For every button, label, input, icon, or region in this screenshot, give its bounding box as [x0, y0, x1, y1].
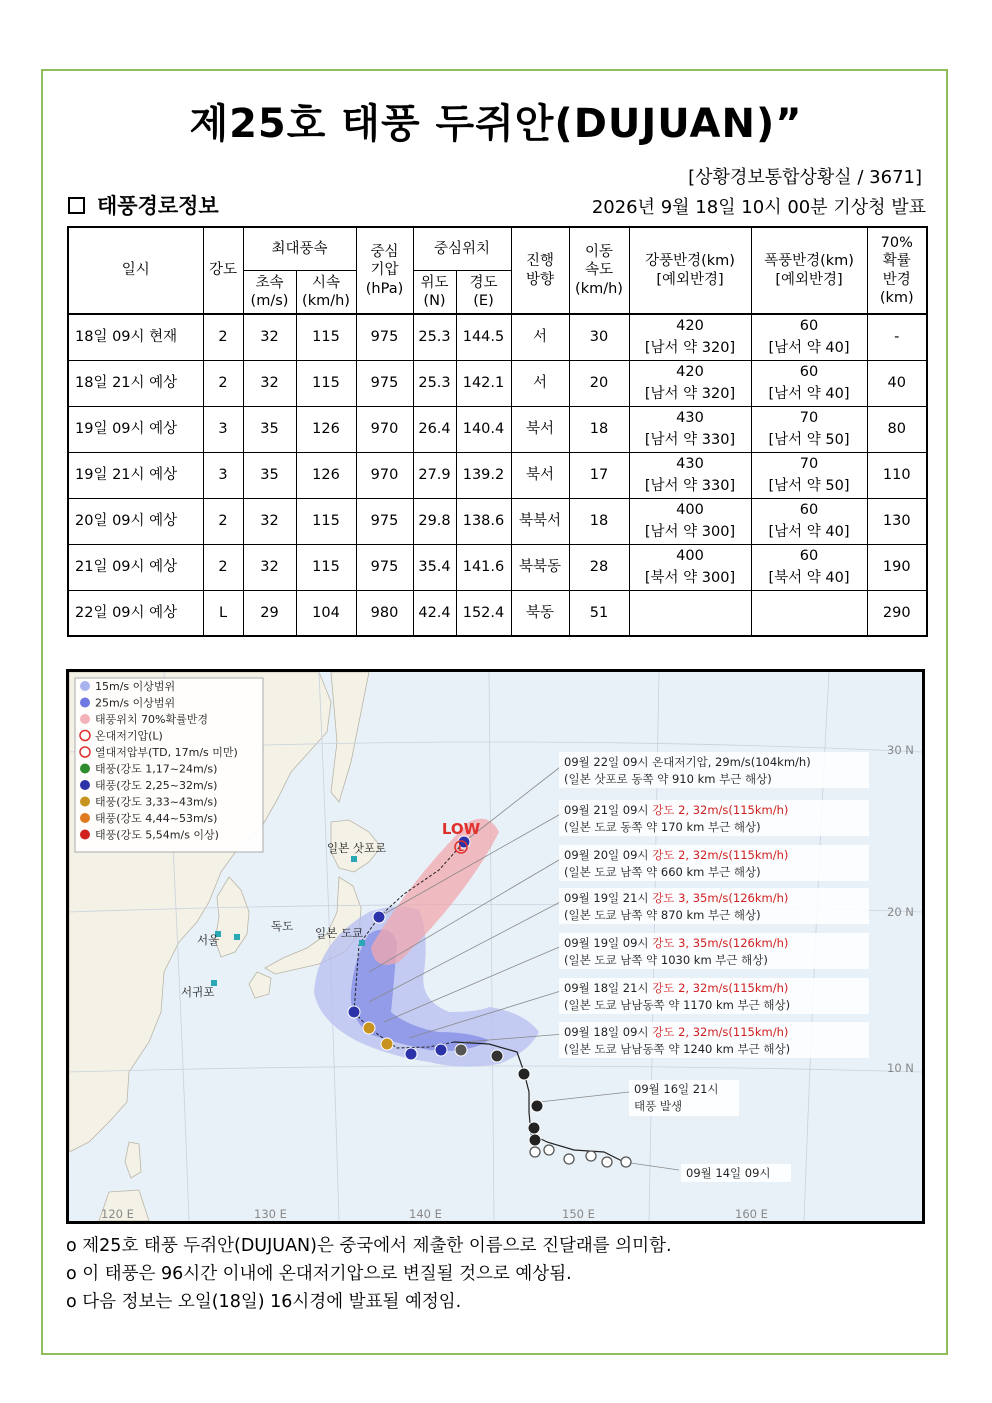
- notes: [66, 1232, 672, 1316]
- wind-ms-cell: 35: [243, 452, 296, 498]
- pressure-cell: 970: [356, 452, 413, 498]
- storm-radius-exception: [남서 약 50]: [768, 478, 850, 495]
- wind-ms-cell: 35: [243, 406, 296, 452]
- genesis-line-1: 09월 16일 21시: [634, 1082, 719, 1096]
- section-heading: [68, 190, 219, 220]
- gale-radius-cell: [629, 406, 751, 452]
- header-time: 일시: [68, 227, 203, 314]
- speed-cell: 20: [569, 360, 629, 406]
- legend-swatch-icon: [80, 780, 90, 790]
- legend-item-label: 태풍(강도 4,44~53m/s): [95, 812, 218, 825]
- wind-kmh-cell: 104: [296, 590, 356, 636]
- gale-radius-value: 430: [676, 409, 704, 426]
- legend-item-label: 태풍(강도 1,17~24m/s): [95, 762, 218, 776]
- lon-cell: 138.6: [456, 498, 511, 544]
- place-sapporo: 일본 삿포로: [327, 841, 387, 855]
- legend-item-label: 25m/s 이상범위: [95, 696, 176, 710]
- lon-label-160: 160 E: [735, 1207, 768, 1221]
- typhoon-position-icon: [381, 1038, 393, 1050]
- speed-cell: 30: [569, 314, 629, 360]
- callout-time: 09월 21일 09시: [564, 803, 653, 817]
- direction-cell: 북서: [511, 452, 569, 498]
- legend-item-label: 열대저압부(TD, 17m/s 미만): [95, 746, 238, 759]
- header-lat-unit: (N): [423, 293, 446, 309]
- checkbox-icon: [68, 197, 85, 214]
- depression-position-icon: [564, 1154, 574, 1164]
- direction-cell: 북북동: [511, 544, 569, 590]
- wind-kmh-cell: 126: [296, 452, 356, 498]
- wind-ms-cell: 32: [243, 498, 296, 544]
- lat-cell: 42.4: [413, 590, 456, 636]
- header-direction-label: 진행방향: [525, 253, 554, 288]
- header-wind-ms-label: 초속: [255, 274, 284, 291]
- table-row: [68, 314, 927, 360]
- callout-intensity: 강도 3, 35m/s(126km/h): [652, 891, 789, 905]
- typhoon-position-icon: [529, 1134, 541, 1146]
- storm-radius-exception: [남서 약 50]: [768, 432, 850, 449]
- depression-position-icon: [586, 1151, 596, 1161]
- lat-label-10: 10 N: [887, 1061, 914, 1075]
- header-prob-unit: (km): [879, 289, 914, 306]
- header-speed-label: 이동속도: [584, 244, 613, 279]
- table-row: [68, 360, 927, 406]
- typhoon-position-icon: [528, 1122, 540, 1134]
- note-2: o 이 태풍은 96시간 이내에 온대저기압으로 변질될 것으로 예상됨.: [66, 1264, 572, 1284]
- callout-headline: [564, 891, 788, 905]
- prob-cell: -: [867, 314, 927, 360]
- lon-label-120: 120 E: [101, 1207, 134, 1221]
- legend-swatch-icon: [80, 681, 90, 691]
- gale-radius-exception: [남서 약 330]: [644, 478, 736, 495]
- lat-cell: 29.8: [413, 498, 456, 544]
- typhoon-position-icon: [435, 1044, 447, 1056]
- header-wind-ms: [243, 271, 296, 315]
- callout-location: (일본 도쿄 남쪽 약 870 km 부근 해상): [564, 908, 761, 922]
- header-gale: [629, 227, 751, 314]
- section-title: 태풍경로정보: [97, 194, 219, 218]
- callout-location: (일본 삿포로 동쪽 약 910 km 부근 해상): [564, 772, 772, 786]
- header-prob-label: 70%확률반경: [880, 235, 913, 288]
- prob-cell: 110: [867, 452, 927, 498]
- lat-cell: 26.4: [413, 406, 456, 452]
- callout-headline: [564, 981, 788, 995]
- storm-radius-value: 60: [799, 501, 819, 518]
- callout-location: (일본 도쿄 남쪽 약 660 km 부근 해상): [564, 865, 761, 879]
- header-speed: [569, 227, 629, 314]
- direction-cell: 북동: [511, 590, 569, 636]
- callout-intensity: 강도 2, 32m/s(115km/h): [652, 803, 789, 817]
- typhoon-position-icon: [518, 1068, 530, 1080]
- intensity-cell: 2: [203, 544, 243, 590]
- wind-kmh-cell: 126: [296, 406, 356, 452]
- header-pressure: [356, 227, 413, 314]
- table-row: [68, 544, 927, 590]
- storm-radius-cell: [751, 590, 867, 636]
- lon-cell: 144.5: [456, 314, 511, 360]
- callout-time: 09월 20일 09시: [564, 848, 653, 862]
- callout-time: 09월 19일 09시: [564, 936, 653, 950]
- wind-kmh-cell: 115: [296, 360, 356, 406]
- time-cell: 21일 09시 예상: [68, 544, 203, 590]
- pressure-cell: 975: [356, 544, 413, 590]
- callout-location: (일본 도쿄 남쪽 약 1030 km 부근 해상): [564, 953, 768, 967]
- time-cell: 19일 21시 예상: [68, 452, 203, 498]
- table-row: [68, 452, 927, 498]
- header-lat: [413, 271, 456, 315]
- gale-radius-value: 420: [676, 318, 704, 334]
- direction-cell: 북북서: [511, 498, 569, 544]
- typhoon-position-icon: [363, 1022, 375, 1034]
- wind-ms-cell: 29: [243, 590, 296, 636]
- intensity-cell: L: [203, 590, 243, 636]
- intensity-cell: 2: [203, 314, 243, 360]
- speed-cell: 17: [569, 452, 629, 498]
- callout-intensity: 강도 2, 32m/s(115km/h): [652, 848, 789, 862]
- lat-label-30: 30 N: [887, 743, 914, 757]
- lon-cell: 139.2: [456, 452, 511, 498]
- prob-cell: 190: [867, 544, 927, 590]
- time-cell: 19일 09시 예상: [68, 406, 203, 452]
- callout-location: (일본 도쿄 동쪽 약 170 km 부근 해상): [564, 820, 761, 834]
- gale-radius-cell: [629, 360, 751, 406]
- prob-cell: 290: [867, 590, 927, 636]
- header-lon: [456, 271, 511, 315]
- lat-cell: 27.9: [413, 452, 456, 498]
- wind-kmh-cell: 115: [296, 498, 356, 544]
- callout-location: (일본 도쿄 남남동쪽 약 1240 km 부근 해상): [564, 1042, 791, 1056]
- storm-radius-value: 60: [799, 318, 819, 334]
- callout-headline: [564, 803, 788, 817]
- department-label: [상황경보통합상황실 / 3671]: [688, 167, 922, 188]
- pressure-cell: 975: [356, 314, 413, 360]
- time-cell: 18일 21시 예상: [68, 360, 203, 406]
- speed-cell: 28: [569, 544, 629, 590]
- prob-cell: 80: [867, 406, 927, 452]
- header-wind-ms-unit: (m/s): [250, 293, 289, 309]
- intensity-cell: 2: [203, 360, 243, 406]
- callout-headline: [564, 755, 811, 769]
- time-cell: 22일 09시 예상: [68, 590, 203, 636]
- lon-cell: 142.1: [456, 360, 511, 406]
- storm-radius-value: 60: [799, 363, 819, 380]
- origin-label: 09월 14일 09시: [686, 1166, 771, 1180]
- time-cell: 18일 09시 현재: [68, 314, 203, 360]
- pressure-cell: 975: [356, 498, 413, 544]
- depression-position-icon: [602, 1157, 612, 1167]
- direction-cell: 서: [511, 314, 569, 360]
- direction-cell: 북서: [511, 406, 569, 452]
- callout-intensity: 강도 2, 32m/s(115km/h): [652, 981, 789, 995]
- header-pressure-unit: (hPa): [365, 280, 404, 297]
- depression-position-icon: [621, 1157, 631, 1167]
- speed-cell: 51: [569, 590, 629, 636]
- place-seoul: 서울: [197, 933, 220, 947]
- gale-radius-exception: [남서 약 320]: [644, 340, 736, 357]
- header-storm-label: 폭풍반경(km): [764, 253, 854, 270]
- header-direction: [511, 227, 569, 314]
- legend-item-label: 태풍위치 70%확률반경: [95, 713, 208, 726]
- time-cell: 20일 09시 예상: [68, 498, 203, 544]
- gale-radius-cell: [629, 498, 751, 544]
- storm-radius-value: 60: [799, 547, 819, 564]
- gale-radius-value: 430: [676, 455, 704, 472]
- gale-radius-value: 400: [676, 547, 704, 564]
- storm-radius-cell: [751, 406, 867, 452]
- typhoon-position-icon: [531, 1100, 543, 1112]
- intensity-cell: 3: [203, 406, 243, 452]
- gale-radius-exception: [남서 약 300]: [644, 524, 736, 541]
- place-dokdo: 독도: [271, 919, 294, 933]
- direction-cell: 서: [511, 360, 569, 406]
- place-tokyo: 일본 도쿄: [315, 926, 364, 940]
- typhoon-position-icon: [373, 911, 385, 923]
- lon-cell: 141.6: [456, 544, 511, 590]
- gale-radius-value: 420: [676, 363, 704, 380]
- gale-radius-cell: [629, 452, 751, 498]
- header-storm: [751, 227, 867, 314]
- callout-time: 09월 22일 09시 온대저기압, 29m/s(104km/h): [564, 755, 811, 769]
- wind-kmh-cell: 115: [296, 314, 356, 360]
- speed-cell: 18: [569, 498, 629, 544]
- header-storm-sub: [예외반경]: [775, 271, 843, 288]
- origin-callout: [681, 1164, 791, 1182]
- callout-time: 09월 19일 21시: [564, 891, 653, 905]
- legend-swatch-icon: [80, 813, 90, 823]
- lon-label-140: 140 E: [409, 1207, 442, 1221]
- legend-swatch-icon: [80, 731, 90, 741]
- storm-radius-exception: [남서 약 40]: [768, 340, 850, 357]
- lon-label-130: 130 E: [254, 1207, 287, 1221]
- callout-location: (일본 도쿄 남남동쪽 약 1170 km 부근 해상): [564, 998, 791, 1012]
- legend-item-label: 15m/s 이상범위: [95, 680, 176, 693]
- wind-kmh-cell: 115: [296, 544, 356, 590]
- low-label: LOW: [441, 820, 481, 838]
- typhoon-position-icon: [348, 1006, 360, 1018]
- legend-swatch-icon: [80, 830, 90, 840]
- storm-radius-cell: [751, 452, 867, 498]
- pressure-cell: 975: [356, 360, 413, 406]
- pressure-cell: 980: [356, 590, 413, 636]
- lat-cell: 25.3: [413, 314, 456, 360]
- callout-headline: [564, 936, 788, 950]
- header-wind-kmh: [296, 271, 356, 315]
- gale-radius-exception: [남서 약 320]: [644, 386, 736, 403]
- callout-intensity: 강도 2, 32m/s(115km/h): [652, 1025, 789, 1039]
- intensity-cell: 2: [203, 498, 243, 544]
- typhoon-position-icon: [405, 1048, 417, 1060]
- callout-time: 09월 18일 21시: [564, 981, 653, 995]
- low-marker-letter: L: [458, 844, 464, 854]
- note-1: o 제25호 태풍 두쥐안(DUJUAN)은 중국에서 제출한 이름으로 진달래를 의미함.: [66, 1236, 672, 1256]
- storm-radius-exception: [북서 약 40]: [768, 570, 850, 587]
- wind-ms-cell: 32: [243, 360, 296, 406]
- intensity-cell: 3: [203, 452, 243, 498]
- gale-radius-cell: [629, 544, 751, 590]
- table-row: [68, 498, 927, 544]
- legend-swatch-icon: [80, 747, 90, 757]
- gale-radius-exception: [북서 약 300]: [644, 570, 736, 587]
- storm-radius-exception: [남서 약 40]: [768, 386, 850, 403]
- genesis-callout: [629, 1080, 739, 1116]
- storm-radius-value: 70: [799, 409, 819, 426]
- lat-cell: 25.3: [413, 360, 456, 406]
- lat-cell: 35.4: [413, 544, 456, 590]
- speed-cell: 18: [569, 406, 629, 452]
- header-max-wind: 최대풍속: [243, 227, 356, 271]
- header-center: 중심위치: [413, 227, 511, 271]
- depression-position-icon: [530, 1147, 540, 1157]
- wind-ms-cell: 32: [243, 314, 296, 360]
- header-gale-sub: [예외반경]: [656, 271, 724, 288]
- gale-radius-cell: [629, 314, 751, 360]
- header-lat-label: 위도: [420, 274, 449, 291]
- lat-label-20: 20 N: [887, 905, 914, 919]
- lon-label-150: 150 E: [562, 1207, 595, 1221]
- header-pressure-label: 중심기압: [370, 244, 399, 279]
- header-lon-unit: (E): [473, 293, 494, 309]
- storm-radius-exception: [남서 약 40]: [768, 524, 850, 541]
- prob-cell: 130: [867, 498, 927, 544]
- wind-ms-cell: 32: [243, 544, 296, 590]
- note-3: o 다음 정보는 오일(18일) 16시경에 발표될 예정임.: [66, 1292, 462, 1312]
- header-intensity: 강도: [203, 227, 243, 314]
- storm-radius-cell: [751, 360, 867, 406]
- genesis-line-2: 태풍 발생: [634, 1099, 683, 1113]
- header-wind-kmh-label: 시속: [311, 274, 340, 291]
- issued-time: 2026년 9월 18일 10시 00분 기상청 발표: [591, 197, 926, 218]
- legend-swatch-icon: [80, 764, 90, 774]
- header-lon-label: 경도: [469, 274, 498, 291]
- storm-radius-cell: [751, 498, 867, 544]
- typhoon-position-icon: [491, 1050, 503, 1062]
- legend-item-label: 태풍(강도 2,25~32m/s): [95, 779, 218, 792]
- legend-swatch-icon: [80, 797, 90, 807]
- typhoon-position-icon: [455, 1044, 467, 1056]
- legend-swatch-icon: [80, 698, 90, 708]
- map-legend: [75, 678, 263, 852]
- lon-cell: 140.4: [456, 406, 511, 452]
- header-gale-label: 강풍반경(km): [645, 253, 735, 270]
- place-seogwipo: 서귀포: [181, 985, 215, 999]
- legend-swatch-icon: [80, 714, 90, 724]
- pressure-cell: 970: [356, 406, 413, 452]
- header-wind-kmh-unit: (km/h): [302, 293, 350, 309]
- legend-item-label: 태풍(강도 5,54m/s 이상): [95, 828, 219, 842]
- gale-radius-exception: [남서 약 330]: [644, 432, 736, 449]
- storm-radius-cell: [751, 544, 867, 590]
- callout-intensity: 강도 3, 35m/s(126km/h): [652, 936, 789, 950]
- header-prob: [867, 227, 927, 314]
- map-canvas: [69, 672, 922, 1221]
- track-table: [67, 226, 928, 637]
- depression-position-icon: [544, 1145, 554, 1155]
- callout-headline: [564, 848, 788, 862]
- storm-radius-cell: [751, 314, 867, 360]
- prob-cell: 40: [867, 360, 927, 406]
- typhoon-track-map: [66, 669, 925, 1224]
- legend-item-label: 태풍(강도 3,33~43m/s): [95, 795, 218, 809]
- lon-cell: 152.4: [456, 590, 511, 636]
- legend-item-label: 온대저기압(L): [95, 729, 163, 743]
- table-row: [68, 406, 927, 452]
- table-row: [68, 590, 927, 636]
- callout-headline: [564, 1025, 788, 1039]
- storm-radius-value: 70: [799, 455, 819, 472]
- gale-radius-value: 400: [676, 501, 704, 518]
- callout-time: 09월 18일 09시: [564, 1025, 653, 1039]
- header-speed-unit: (km/h): [575, 280, 623, 297]
- gale-radius-cell: [629, 590, 751, 636]
- page-title: 제25호 태풍 두쥐안(DUJUAN)”: [189, 101, 803, 147]
